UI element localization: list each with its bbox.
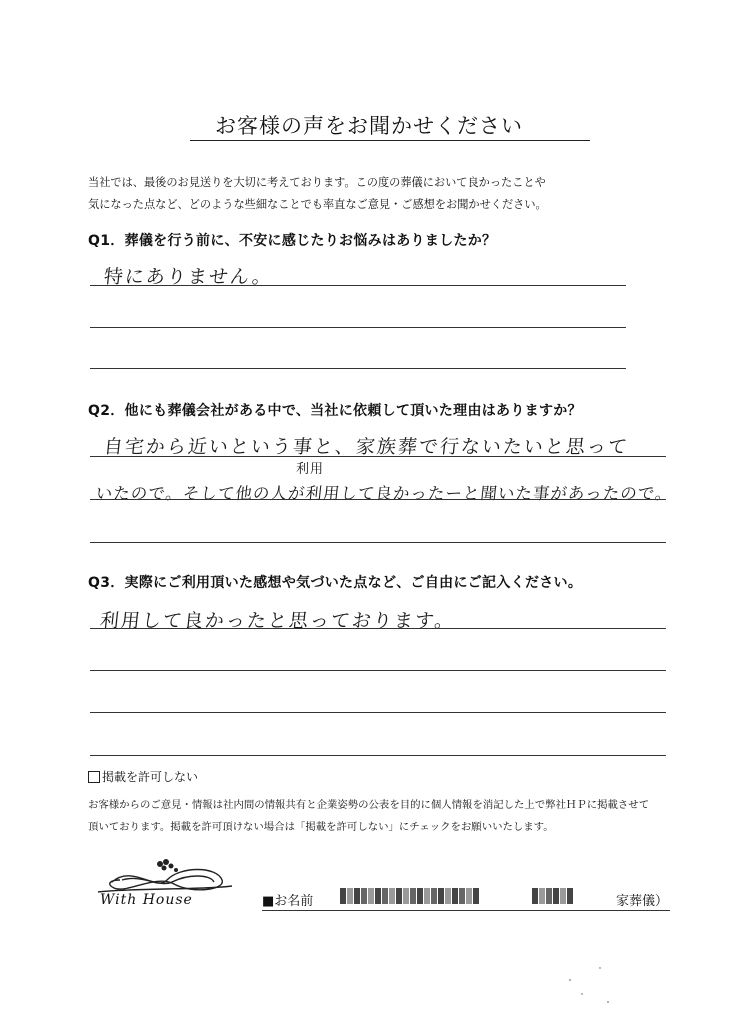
answer-rule <box>90 285 626 286</box>
consent-checkbox[interactable] <box>88 771 100 783</box>
name-suffix: 家葬儀） <box>615 894 668 909</box>
consent-checkbox-row[interactable] <box>88 768 198 785</box>
question-2-answer-line-1: 自宅から近いという事と、家族葬で行ないたいと思って <box>102 436 631 458</box>
question-3-label: Q3．実際にご利用頂いた感想や気づいた点など、ご自由にご記入ください。 <box>88 575 583 591</box>
logo-text: With House <box>100 892 193 908</box>
question-2-answer-line-2: いたので。そして他の人が利用して良かったーと聞いた事があったので。 <box>94 484 674 503</box>
with-house-logo <box>92 858 242 918</box>
consent-checkbox-label: 掲載を許可しない <box>102 770 199 784</box>
name-underline <box>262 910 670 911</box>
question-3-answer-line-1: 利用して良かったと思っております。 <box>98 610 457 632</box>
intro-text <box>88 172 668 216</box>
name-label: ■お名前 <box>262 894 314 909</box>
question-1-label: Q1．葬儀を行う前に、不安に感じたりお悩みはありましたか？ <box>88 233 497 249</box>
name-row <box>262 886 670 910</box>
answer-rule <box>90 670 666 671</box>
answer-rule <box>90 327 626 328</box>
answer-rule <box>90 755 666 756</box>
question-2-correction: 利用 <box>296 462 325 477</box>
consent-note <box>88 794 668 838</box>
consent-note-line-2: 頂いております。掲載を許可頂けない場合は「掲載を許可しない」にチェックをお願いいたします。 <box>88 821 554 833</box>
question-1-answer-line-1: 特にありません。 <box>102 266 275 288</box>
infinity-swirl-icon <box>98 870 232 893</box>
question-2-label: Q2．他にも葬儀会社がある中で、当社に依頼して頂いた理由はありますか？ <box>88 403 582 419</box>
intro-line-2: 気になった点など、どのような些細なことでも率直なご意見・ご感想をお聞かせください。 <box>88 198 547 211</box>
consent-note-line-1: お客様からのご意見・情報は社内間の情報共有と企業姿勢の公表を目的に個人情報を消記した上で弊社ＨＰに掲載させて <box>88 799 650 811</box>
scan-specks <box>560 960 620 1010</box>
answer-rule <box>90 499 666 500</box>
answer-rule <box>90 368 626 369</box>
form-title: お客様の声をお聞かせください <box>215 114 523 138</box>
title-underline <box>190 140 590 141</box>
redacted-name-block <box>532 888 573 904</box>
answer-rule <box>90 628 666 629</box>
answer-rule <box>90 542 666 543</box>
answer-rule <box>90 456 666 457</box>
flower-icon <box>157 859 178 872</box>
answer-rule <box>90 712 666 713</box>
redacted-name-block <box>340 888 479 904</box>
intro-line-1: 当社では、最後のお見送りを大切に考えております。この度の葬儀において良かったことや <box>88 176 546 189</box>
